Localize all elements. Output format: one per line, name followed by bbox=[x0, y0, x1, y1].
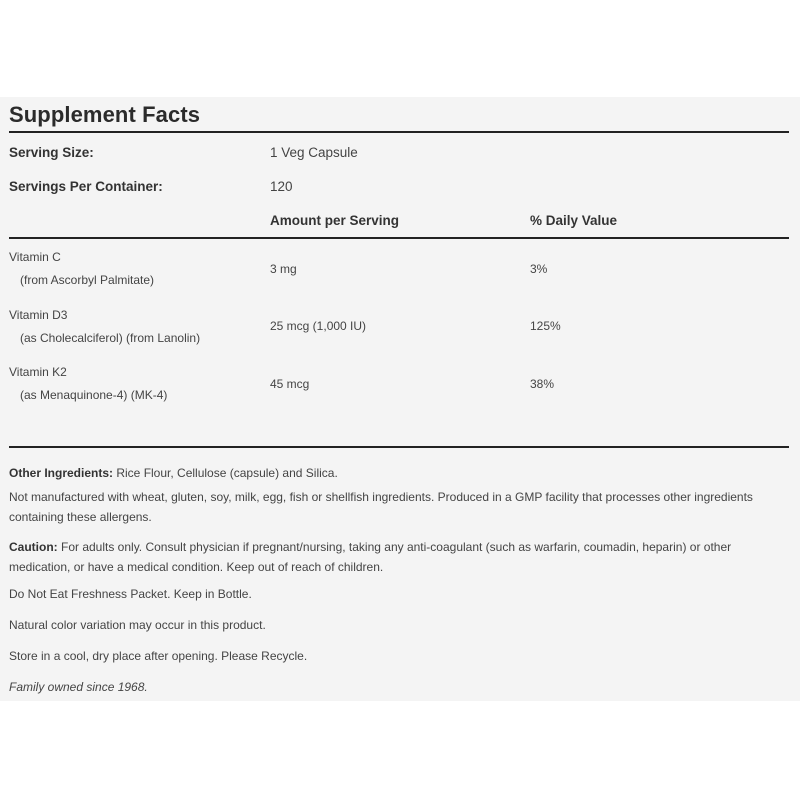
servings-per-container-label: Servings Per Container: bbox=[9, 179, 163, 194]
panel-title: Supplement Facts bbox=[9, 102, 201, 127]
nutrient-daily-value: 125% bbox=[530, 319, 561, 333]
serving-size-value: 1 Veg Capsule bbox=[270, 145, 358, 160]
nutrient-amount: 25 mcg (1,000 IU) bbox=[270, 319, 367, 333]
nutrient-daily-value: 3% bbox=[530, 262, 548, 276]
serving-size-label: Serving Size: bbox=[9, 145, 94, 160]
other-ingredients-label: Other Ingredients: bbox=[9, 466, 114, 480]
nutrient-name: Vitamin C bbox=[9, 250, 61, 264]
nutrient-amount: 45 mcg bbox=[270, 377, 310, 391]
nutrient-name: Vitamin K2 bbox=[9, 365, 67, 379]
other-ingredients-text: Rice Flour, Cellulose (capsule) and Silica. bbox=[113, 466, 338, 480]
color-variation-note: Natural color variation may occur in this product. bbox=[9, 618, 266, 632]
nutrient-source: (as Cholecalciferol) (from Lanolin) bbox=[20, 331, 201, 345]
nutrient-source: (from Ascorbyl Palmitate) bbox=[20, 273, 155, 287]
nutrient-name: Vitamin D3 bbox=[9, 308, 68, 322]
nutrient-amount: 3 mg bbox=[270, 262, 297, 276]
title-divider bbox=[9, 131, 789, 133]
caution-text: For adults only. Consult physician if pregnant/nursing, taking any anti-coagulant (such as warfarin, coumadin, heparin) or other medication, or have a medical condition. Keep out of reach of children. bbox=[9, 540, 732, 574]
caution-label: Caution: bbox=[9, 540, 58, 554]
servings-per-container-value: 120 bbox=[270, 179, 293, 194]
footer-divider bbox=[9, 446, 789, 448]
daily-value-column-header: % Daily Value bbox=[530, 213, 618, 228]
header-divider bbox=[9, 237, 789, 239]
storage-note: Store in a cool, dry place after opening. Please Recycle. bbox=[9, 649, 308, 663]
other-ingredients bbox=[9, 463, 779, 483]
allergen-statement: Not manufactured with wheat, gluten, soy, milk, egg, fish or shellfish ingredients. Produced in a GMP facility that processes other ingredients containing these allergens. bbox=[9, 490, 753, 524]
nutrient-source: (as Menaquinone-4) (MK-4) bbox=[20, 388, 168, 402]
family-owned-note: Family owned since 1968. bbox=[9, 680, 148, 694]
caution-statement bbox=[9, 537, 779, 577]
nutrient-daily-value: 38% bbox=[530, 377, 555, 391]
amount-column-header: Amount per Serving bbox=[270, 213, 400, 228]
freshness-note: Do Not Eat Freshness Packet. Keep in Bottle. bbox=[9, 587, 252, 601]
